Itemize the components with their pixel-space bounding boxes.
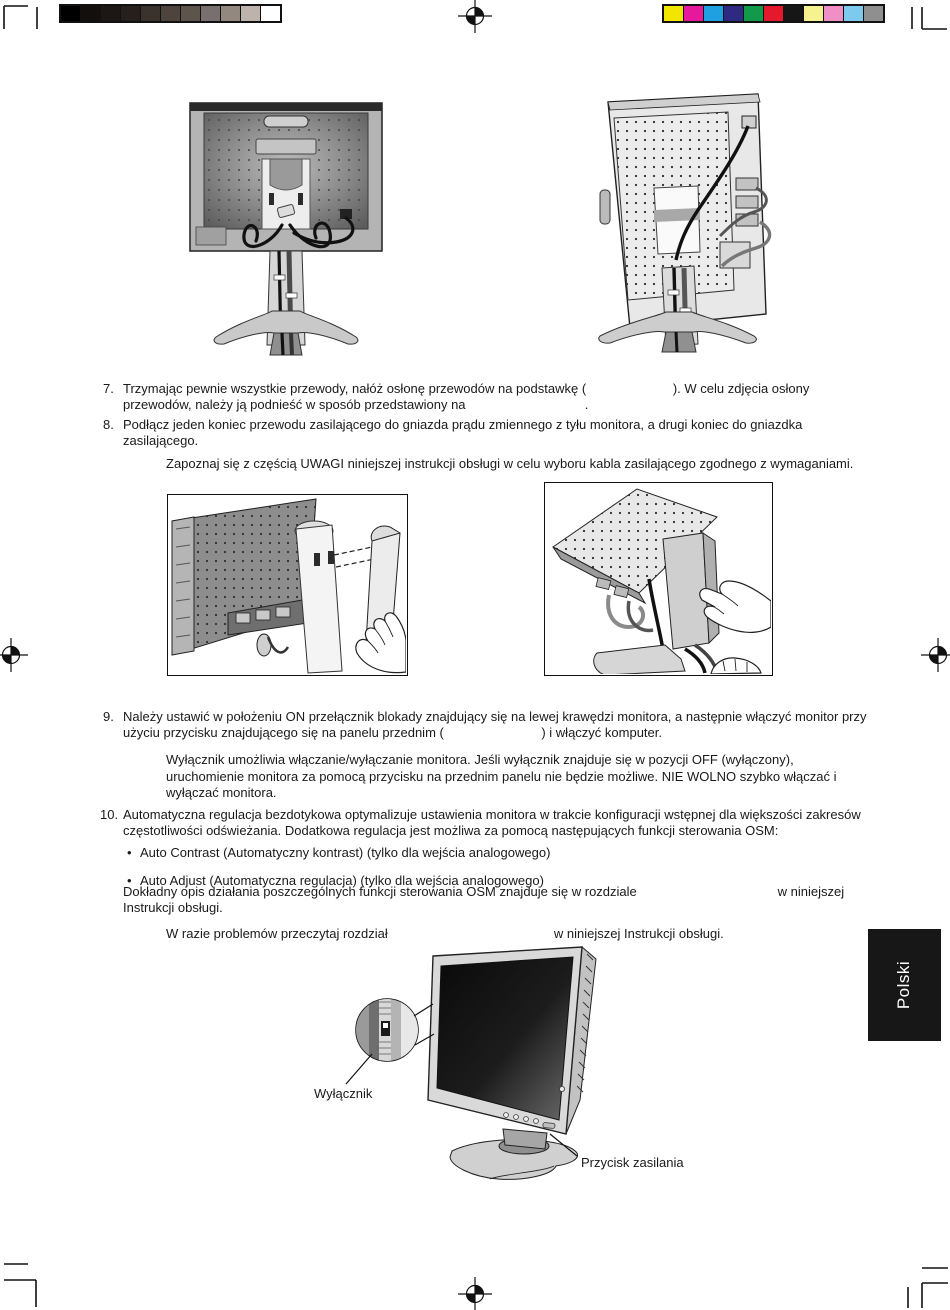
calibration-swatch bbox=[201, 6, 220, 21]
bullet-auto-contrast-text: Auto Contrast (Automatyczny kontrast) (tylko dla wejścia analogowego) bbox=[140, 845, 551, 860]
note-problems: W razie problemów przeczytaj rozdział w niniejszej Instrukcji obsługi. bbox=[166, 926, 724, 941]
step-8-number: 8. bbox=[103, 417, 114, 432]
calibration-swatch bbox=[864, 6, 883, 21]
step-9-number: 9. bbox=[103, 709, 114, 724]
bullet-icon: • bbox=[127, 873, 132, 888]
calibration-swatch bbox=[61, 6, 80, 21]
step-10-more-text: Dokładny opis działania poszczególnych funkcji sterowania OSM znajduje się w rozdziale w niniejszej Instrukcji obsługi. bbox=[123, 884, 848, 915]
calibration-swatch bbox=[261, 6, 280, 21]
calibration-swatch bbox=[241, 6, 260, 21]
crop-mark-bottom-left bbox=[4, 1264, 36, 1307]
bullet-auto-adjust-text: Auto Adjust (Automatyczna regulacja) (tylko dla wejścia analogowego) bbox=[140, 873, 544, 888]
figure-cable-cover-hold bbox=[544, 482, 773, 676]
calibration-swatch bbox=[784, 6, 803, 21]
step-9-text: Należy ustawić w położeniu ON przełącznik blokady znajdujący się na lewej krawędzi monitora, a następnie włączyć monitor przy użyciu przycisku znajdującego się na panelu przednim ( ) i włączyć komputer. bbox=[123, 709, 871, 740]
note-power-cord: Zapoznaj się z częścią UWAGI niniejszej instrukcji obsługi w celu wyboru kabla zasilającego zgodnego z wymaganiami. bbox=[166, 456, 854, 471]
label-power-button: Przycisk zasilania bbox=[581, 1155, 684, 1170]
color-calibration-strip bbox=[662, 4, 885, 23]
registration-mark-left bbox=[0, 638, 28, 672]
bullet-auto-contrast bbox=[127, 845, 847, 861]
calibration-swatch bbox=[221, 6, 240, 21]
calibration-swatch bbox=[684, 6, 703, 21]
figure-cable-cover-attach bbox=[167, 494, 408, 676]
illustration-cable-cover-hold bbox=[545, 483, 771, 674]
step-7-number: 7. bbox=[103, 381, 114, 396]
calibration-swatch bbox=[181, 6, 200, 21]
calibration-swatch bbox=[724, 6, 743, 21]
calibration-swatch bbox=[744, 6, 763, 21]
step-10-number: 10. bbox=[100, 807, 119, 822]
illustration-cable-cover-attach bbox=[168, 495, 406, 674]
bullet-icon: • bbox=[127, 845, 132, 860]
illustration-monitor-rear-landscape bbox=[186, 97, 386, 357]
crop-mark-top-right bbox=[912, 7, 947, 29]
step-8 bbox=[103, 417, 868, 449]
calibration-swatch bbox=[81, 6, 100, 21]
step-10-text: Automatyczna regulacja bezdotykowa optymalizuje ustawienia monitora w trakcie konfiguracji wstępnej dla większości zakresów częstotliwości odświeżania. Dodatkowa regulacja jest możliwa za pomocą następujących funkcji sterowania OSM: bbox=[123, 807, 865, 838]
illustration-monitor-front-power bbox=[300, 938, 700, 1190]
calibration-swatch bbox=[141, 6, 160, 21]
calibration-swatch bbox=[704, 6, 723, 21]
power-button-icon bbox=[543, 1122, 555, 1128]
calibration-swatch bbox=[664, 6, 683, 21]
calibration-swatch bbox=[844, 6, 863, 21]
step-8-text: Podłącz jeden koniec przewodu zasilającego do gniazda prądu zmiennego z tyłu monitora, a drugi koniec do gniazdka zasilającego. bbox=[123, 417, 806, 448]
registration-mark-top bbox=[458, 0, 492, 33]
crop-mark-top-left bbox=[4, 6, 37, 29]
language-tab-label: Polski bbox=[894, 960, 914, 1010]
step-7-text: Trzymając pewnie wszystkie przewody, nałóż osłonę przewodów na podstawkę ( ). W celu zdjęcia osłony przewodów, należy ją podnieść w sposób przedstawiony na . bbox=[123, 381, 814, 412]
step-7 bbox=[103, 381, 868, 413]
side-switch-callout bbox=[354, 996, 434, 1066]
label-side-switch: Wyłącznik bbox=[314, 1086, 373, 1101]
calibration-swatch bbox=[121, 6, 140, 21]
registration-mark-bottom bbox=[458, 1277, 492, 1310]
crop-mark-bottom-right bbox=[908, 1268, 948, 1308]
note-switch: Wyłącznik umożliwia włączanie/wyłączanie monitora. Jeśli wyłącznik znajduje się w pozycji OFF (wyłączony), uruchomienie monitora za pomocą przycisku na przednim panelu nie będzie możliwe. NIE WOLNO szybko włączać i wyłączać monitora. bbox=[166, 752, 841, 800]
calibration-swatch bbox=[161, 6, 180, 21]
language-tab-polski bbox=[868, 929, 941, 1041]
calibration-swatch bbox=[804, 6, 823, 21]
step-10 bbox=[100, 807, 868, 839]
registration-mark-right bbox=[921, 638, 950, 672]
calibration-swatch bbox=[764, 6, 783, 21]
calibration-swatch bbox=[101, 6, 120, 21]
illustration-monitor-rear-portrait bbox=[570, 92, 788, 354]
grayscale-calibration-strip bbox=[59, 4, 282, 23]
calibration-swatch bbox=[824, 6, 843, 21]
step-9 bbox=[103, 709, 871, 741]
